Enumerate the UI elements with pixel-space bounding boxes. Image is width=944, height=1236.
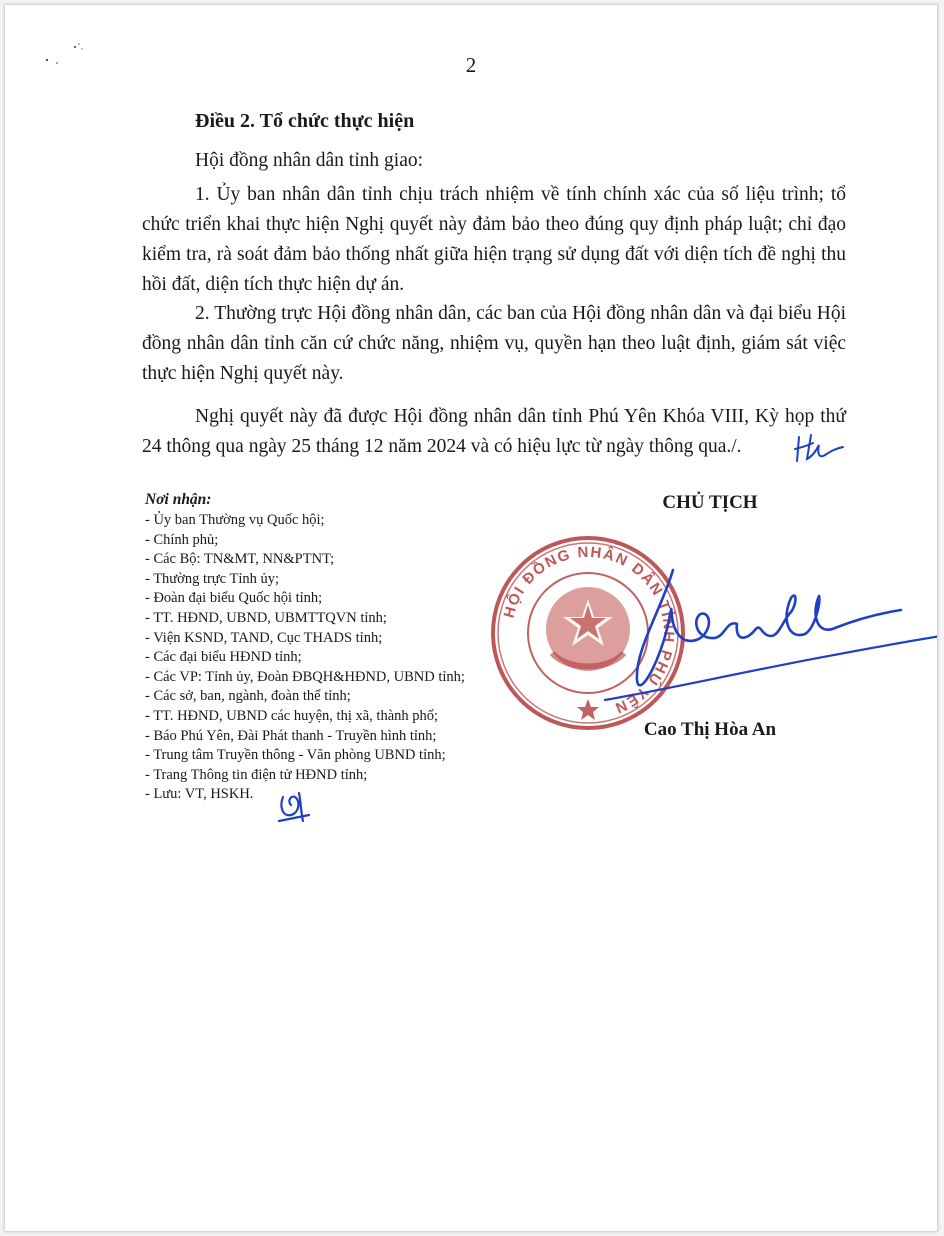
article-intro: Hội đồng nhân dân tỉnh giao: — [195, 150, 424, 171]
recipient-item: - Chính phủ; — [145, 531, 219, 548]
recipient-item: - Ủy ban Thường vụ Quốc hội; — [145, 512, 325, 528]
recipient-item: - Đoàn đại biểu Quốc hội tỉnh; — [145, 590, 323, 607]
recipients-list — [145, 489, 545, 805]
recipient-item: - Lưu: VT, HSKH. — [145, 786, 254, 803]
signer-title: CHỦ TỊCH — [662, 492, 758, 513]
recipient-item: - Các Bộ: TN&MT, NN&PTNT; — [145, 551, 335, 568]
recipient-item: - Thường trực Tỉnh ủy; — [145, 570, 280, 587]
recipient-item: - TT. HĐND, UBND các huyện, thị xã, thành phố; — [145, 707, 439, 724]
article-title: Điều 2. Tổ chức thực hiện — [195, 110, 415, 132]
svg-text:HỘI ĐỒNG NHÂN DÂN TỈNH PHÚ YÊN: HỘI ĐỒNG NHÂN DÂN TỈNH PHÚ YÊN — [500, 543, 678, 717]
recipient-item: - Viện KSND, TAND, Cục THADS tỉnh; — [145, 629, 383, 646]
handwritten-initials — [793, 431, 853, 467]
document-page — [4, 4, 938, 1232]
signer-name: Cao Thị Hòa An — [643, 719, 777, 740]
recipient-item: - Các VP: Tỉnh ủy, Đoàn ĐBQH&HĐND, UBND tỉnh; — [145, 668, 465, 685]
recipient-item: - Trung tâm Truyền thông - Văn phòng UBND tỉnh; — [145, 747, 446, 764]
article-item-2: 2. Thường trực Hội đồng nhân dân, các ban của Hội đồng nhân dân và đại biểu Hội đồng nhân dân tỉnh căn cứ chức năng, nhiệm vụ, quyền hạn theo luật định, giám sát việc thực hiện Nghị quyết này. — [142, 303, 846, 384]
recipient-item: - Các sở, ban, ngành, đoàn thể tỉnh; — [145, 688, 351, 705]
closing-paragraph: Nghị quyết này đã được Hội đồng nhân dân tỉnh Phú Yên Khóa VIII, Kỳ họp thứ 24 thông qua ngày 25 tháng 12 năm 2024 và có hiệu lực từ ngày thông qua./. — [142, 406, 846, 457]
recipient-item: - Trang Thông tin điện tử HĐND tỉnh; — [145, 766, 368, 783]
article-item-1: 1. Ủy ban nhân dân tỉnh chịu trách nhiệm về tính chính xác của số liệu trình; tổ chức triển khai thực hiện Nghị quyết này đảm bảo theo đúng quy định pháp luật; chỉ đạo kiểm tra, rà soát đảm bảo thống nhất giữa hiện trạng sử dụng đất với diện tích đề nghị thu hồi đất, diện tích thực hiện dự án. — [142, 184, 846, 295]
recipient-item: - TT. HĐND, UBND, UBMTTQVN tỉnh; — [145, 609, 387, 626]
recipient-item: - Các đại biểu HĐND tỉnh; — [145, 649, 302, 666]
handwritten-initials — [275, 787, 315, 827]
page-number: 2 — [465, 53, 477, 77]
recipients-title: Nơi nhận: — [145, 491, 212, 508]
handwritten-signature — [565, 550, 938, 710]
recipient-item: - Báo Phú Yên, Đài Phát thanh - Truyền hình tỉnh; — [145, 727, 437, 744]
